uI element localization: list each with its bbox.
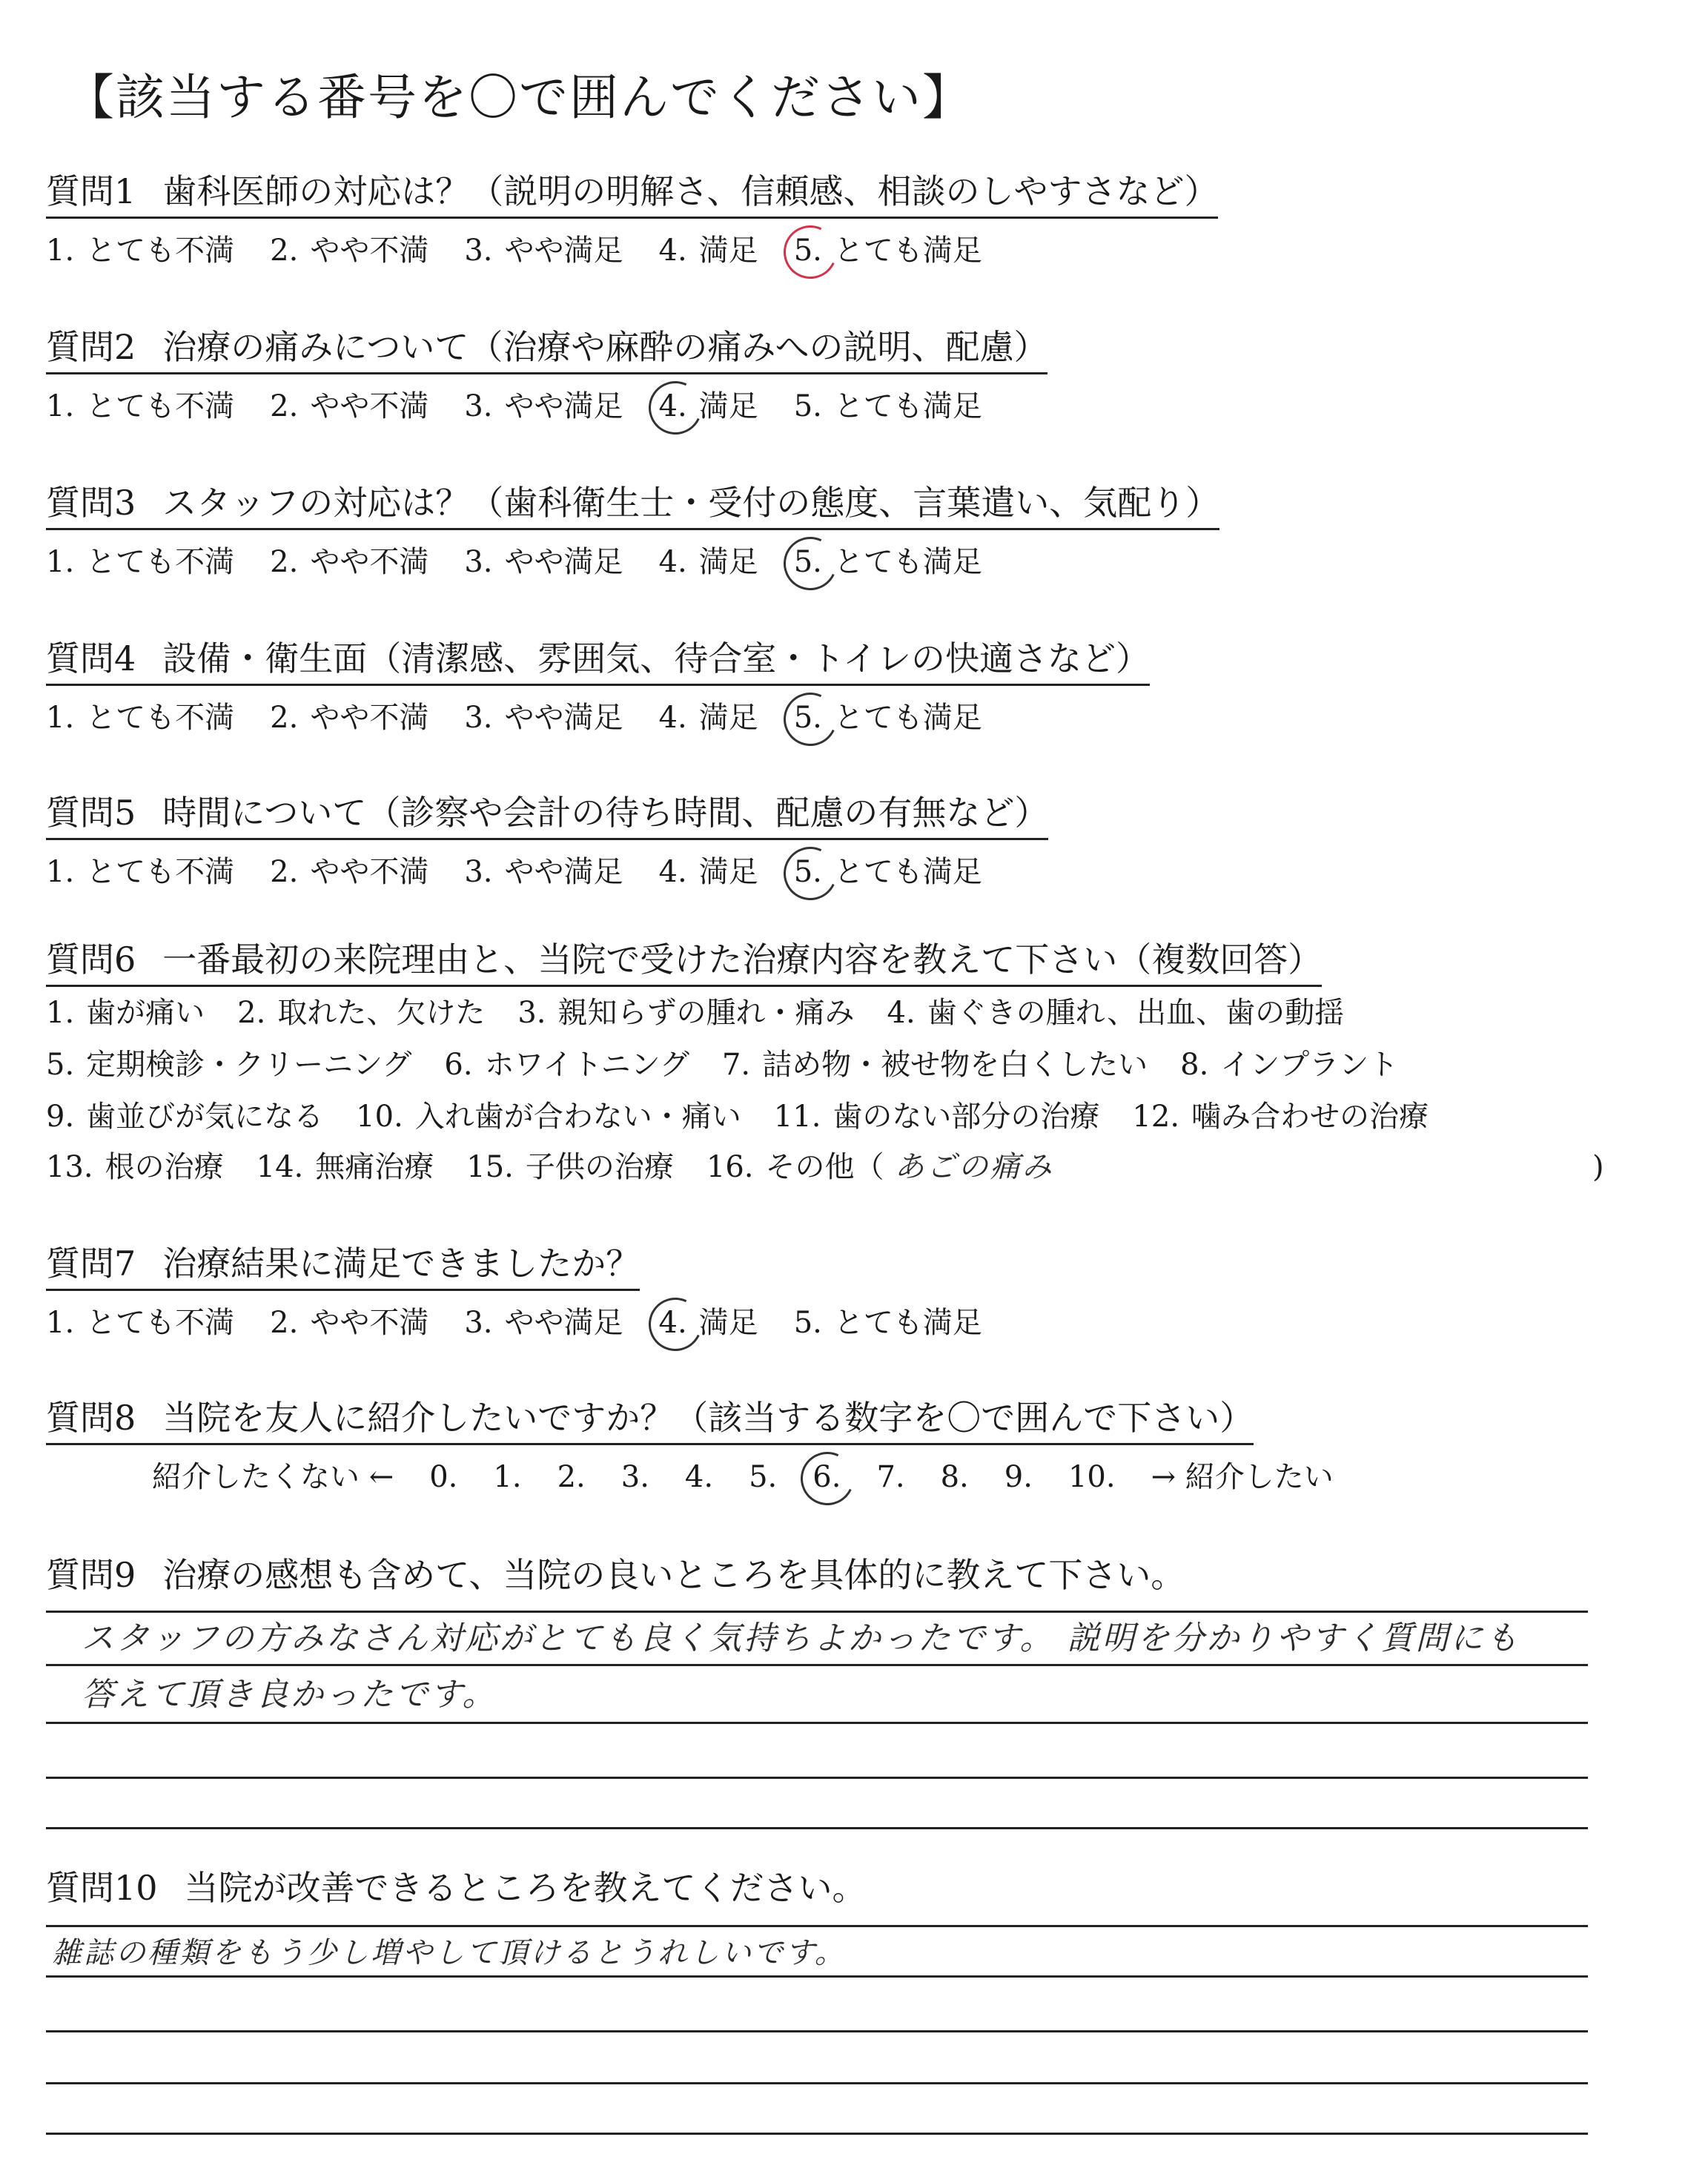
- option-3[interactable]: [464, 230, 623, 271]
- option-number: 10.: [356, 1100, 403, 1134]
- option-label: やや不満: [310, 389, 429, 423]
- question-number: 質問2: [46, 327, 136, 367]
- question-text: スタッフの対応は？（歯科衛生士・受付の態度、言葉遣い、気配り）: [162, 483, 1220, 523]
- option-label: 噛み合わせの治療: [1191, 1100, 1429, 1134]
- scale-value[interactable]: [429, 1456, 457, 1498]
- question-text: 治療の感想も含めて、当院の良いところを具体的に教えて下さい。: [162, 1555, 1185, 1595]
- option-label: とても不満: [86, 389, 235, 423]
- scale-number: 4.: [684, 1460, 714, 1494]
- option-number: 7.: [721, 1048, 751, 1082]
- option-number: 2.: [270, 855, 299, 889]
- treatment-option[interactable]: [517, 992, 854, 1034]
- option-label: 歯並びが気になる: [86, 1100, 324, 1134]
- handwritten-answer-line-1[interactable]: スタッフの方みなさん対応がとても良く気持ちよかったです。 説明を分かりやすく質問にも: [82, 1619, 1520, 1657]
- option-number: 1.: [46, 389, 75, 423]
- option-number: 2.: [270, 1306, 299, 1340]
- option-5[interactable]: [794, 851, 982, 893]
- option-label: やや不満: [310, 701, 429, 735]
- answer-line: [46, 2082, 1588, 2084]
- option-number: 12.: [1132, 1100, 1180, 1134]
- option-number: 4.: [658, 389, 687, 423]
- question-4-options: [46, 697, 1018, 739]
- option-4[interactable]: [659, 386, 758, 427]
- option-number: 3.: [464, 701, 493, 735]
- option-2[interactable]: [270, 1302, 428, 1344]
- option-label: とても不満: [86, 1306, 235, 1340]
- scale-value[interactable]: [493, 1456, 521, 1498]
- option-number: 5.: [793, 701, 822, 735]
- option-number: 14.: [256, 1150, 304, 1184]
- option-number: 5.: [793, 389, 822, 423]
- scale-number: 1.: [493, 1460, 522, 1494]
- page-title: 【該当する番号を〇で囲んでください】: [65, 69, 973, 126]
- question-7-options: [46, 1302, 1018, 1344]
- option-label: とても満足: [833, 855, 982, 889]
- option-label: とても満足: [833, 234, 982, 268]
- answer-line: [46, 1975, 1588, 1978]
- option-number: 1.: [46, 855, 75, 889]
- question-7-heading: [46, 1240, 640, 1291]
- option-number: 3.: [464, 545, 493, 579]
- question-text: 治療結果に満足できましたか？: [162, 1244, 640, 1284]
- option-1[interactable]: [46, 386, 234, 427]
- scale-number: 0.: [429, 1460, 458, 1494]
- scale-value[interactable]: [1068, 1456, 1116, 1498]
- option-2[interactable]: [270, 851, 428, 893]
- option-label: 子供の治療: [525, 1150, 674, 1184]
- option-number: 1.: [46, 234, 75, 268]
- option-3[interactable]: [464, 386, 623, 427]
- answer-line: [46, 1722, 1588, 1724]
- answer-line: [46, 1925, 1588, 1927]
- option-5[interactable]: [794, 386, 982, 427]
- option-label: とても満足: [833, 1306, 982, 1340]
- option-4[interactable]: [659, 851, 758, 893]
- option-number: 2.: [237, 996, 266, 1030]
- treatment-option[interactable]: [706, 1146, 884, 1188]
- treatment-option[interactable]: [46, 1096, 323, 1137]
- option-2[interactable]: [270, 230, 428, 271]
- option-number: 3.: [464, 855, 493, 889]
- option-1[interactable]: [46, 697, 234, 739]
- answer-line: [46, 1611, 1588, 1613]
- option-label: とても満足: [833, 545, 982, 579]
- treatment-option[interactable]: [1180, 1044, 1398, 1086]
- option-2[interactable]: [270, 386, 428, 427]
- option-number: 3.: [464, 1306, 493, 1340]
- option-number: 5.: [793, 545, 822, 579]
- question-3-options: [46, 541, 1018, 583]
- question-number: 質問7: [46, 1244, 136, 1284]
- option-number: 4.: [658, 545, 687, 579]
- treatment-options-row: [46, 1146, 1054, 1188]
- question-number: 質問5: [46, 793, 136, 833]
- option-2[interactable]: [270, 541, 428, 583]
- option-label: 歯が痛い: [86, 996, 205, 1030]
- selection-circle: [776, 218, 844, 286]
- option-label: 満足: [698, 1306, 758, 1340]
- option-label: とても満足: [833, 701, 982, 735]
- treatment-option[interactable]: [444, 1044, 689, 1086]
- option-label: やや満足: [504, 1306, 623, 1340]
- option-label: やや満足: [504, 855, 623, 889]
- option-5[interactable]: [794, 230, 982, 271]
- treatment-options-row: [46, 992, 1377, 1034]
- option-label: 詰め物・被せ物を白くしたい: [762, 1048, 1148, 1082]
- option-label: やや満足: [504, 389, 623, 423]
- option-label: インプラント: [1220, 1048, 1399, 1082]
- option-label: 満足: [698, 389, 758, 423]
- question-number: 質問3: [46, 483, 136, 523]
- scale-number: 9.: [1004, 1460, 1033, 1494]
- selection-circle: [640, 1290, 709, 1358]
- question-2-heading: [46, 323, 1047, 374]
- scale-value[interactable]: [941, 1456, 969, 1498]
- answer-line: [46, 1777, 1588, 1779]
- scale-number: 8.: [940, 1460, 969, 1494]
- question-text: 治療の痛みについて（治療や麻酔の痛みへの説明、配慮）: [162, 327, 1048, 367]
- option-label: とても不満: [86, 855, 235, 889]
- treatment-option[interactable]: [237, 992, 485, 1034]
- option-label: とても満足: [833, 389, 982, 423]
- question-text: 当院を友人に紹介したいですか？（該当する数字を〇で囲んで下さい）: [162, 1398, 1254, 1438]
- option-label: 満足: [698, 545, 758, 579]
- option-4[interactable]: [659, 230, 758, 271]
- treatment-option[interactable]: [887, 992, 1345, 1034]
- question-9-heading: [46, 1551, 1185, 1600]
- option-number: 3.: [464, 389, 493, 423]
- option-number: 4.: [658, 701, 687, 735]
- scale-value[interactable]: [557, 1456, 586, 1498]
- question-number: 質問4: [46, 638, 136, 678]
- answer-line: [46, 1664, 1588, 1666]
- option-number: 5.: [793, 234, 822, 268]
- option-label: やや不満: [310, 234, 429, 268]
- question-number: 質問1: [46, 171, 136, 211]
- question-text: 一番最初の来院理由と、当院で受けた治療内容を教えて下さい（複数回答）: [162, 939, 1323, 980]
- question-number: 質問6: [46, 939, 136, 980]
- option-number: 6.: [444, 1048, 473, 1082]
- question-number: 質問10: [46, 1868, 158, 1908]
- option-3[interactable]: [464, 1302, 623, 1344]
- option-number: 1.: [46, 701, 75, 735]
- option-number: 4.: [887, 996, 916, 1030]
- scale-left-label: 紹介したくない ←: [152, 1460, 394, 1494]
- question-number: 質問9: [46, 1555, 136, 1595]
- question-5-heading: [46, 789, 1048, 840]
- option-4[interactable]: [659, 1302, 758, 1344]
- option-label: 歯ぐきの腫れ、出血、歯の動揺: [927, 996, 1345, 1030]
- option-number: 4.: [658, 234, 687, 268]
- question-1-heading: [46, 168, 1218, 219]
- scale-value[interactable]: [1004, 1456, 1033, 1498]
- option-number: 2.: [270, 389, 299, 423]
- option-label: とても不満: [86, 545, 235, 579]
- handwritten-answer-line-2[interactable]: 答えて頂き良かったです。: [82, 1676, 497, 1714]
- selection-circle: [776, 839, 844, 908]
- option-1[interactable]: [46, 230, 234, 271]
- other-handwritten-text[interactable]: あごの痛み: [894, 1150, 1054, 1184]
- treatment-option[interactable]: [46, 1044, 411, 1086]
- option-label: やや満足: [504, 545, 623, 579]
- option-label: 親知らずの腫れ・痛み: [557, 996, 855, 1030]
- option-1[interactable]: [46, 851, 234, 893]
- option-label: やや不満: [310, 545, 429, 579]
- option-number: 8.: [1180, 1048, 1209, 1082]
- option-label: 根の治療: [105, 1150, 224, 1184]
- option-label: 定期検診・クリーニング: [86, 1048, 412, 1082]
- option-number: 13.: [46, 1150, 93, 1184]
- question-10-heading: [46, 1864, 867, 1913]
- scale-value[interactable]: [621, 1456, 649, 1498]
- option-3[interactable]: [464, 851, 623, 893]
- question-text: 当院が改善できるところを教えてください。: [184, 1868, 867, 1908]
- question-3-heading: [46, 479, 1219, 530]
- option-4[interactable]: [659, 697, 758, 739]
- option-number: 16.: [706, 1150, 754, 1184]
- treatment-option[interactable]: [46, 992, 205, 1034]
- option-5[interactable]: [794, 1302, 982, 1344]
- option-label: 無痛治療: [315, 1150, 434, 1184]
- scale-number: 6.: [812, 1460, 841, 1494]
- option-label: やや満足: [504, 701, 623, 735]
- option-5[interactable]: [794, 541, 982, 583]
- option-number: 5.: [46, 1048, 75, 1082]
- option-2[interactable]: [270, 697, 428, 739]
- treatment-option[interactable]: [256, 1146, 434, 1188]
- selection-circle: [776, 529, 844, 598]
- answer-line: [46, 2133, 1588, 2135]
- treatment-options-row: [46, 1044, 1431, 1086]
- question-4-heading: [46, 635, 1150, 686]
- option-label: 入れ歯が合わない・痛い: [414, 1100, 741, 1134]
- option-1[interactable]: [46, 1302, 234, 1344]
- option-label: とても不満: [86, 701, 235, 735]
- option-number: 1.: [46, 996, 75, 1030]
- option-label: 取れた、欠けた: [277, 996, 486, 1030]
- option-label: 満足: [698, 855, 758, 889]
- option-number: 9.: [46, 1100, 75, 1134]
- scale-number: 2.: [557, 1460, 586, 1494]
- referral-scale: [152, 1456, 1369, 1498]
- selection-circle: [776, 685, 844, 753]
- scale-right-label: → 紹介したい: [1151, 1460, 1334, 1494]
- option-number: 3.: [517, 996, 546, 1030]
- question-8-heading: [46, 1394, 1254, 1445]
- option-number: 2.: [270, 701, 299, 735]
- option-label: 歯のない部分の治療: [833, 1100, 1100, 1134]
- question-text: 歯科医師の対応は？（説明の明解さ、信頼感、相談のしやすさなど）: [162, 171, 1219, 211]
- treatment-option[interactable]: [356, 1096, 741, 1137]
- option-4[interactable]: [659, 541, 758, 583]
- option-5[interactable]: [794, 697, 982, 739]
- option-label: やや満足: [504, 234, 623, 268]
- question-1-options: [46, 230, 1018, 271]
- other-close-paren: ): [1592, 1150, 1604, 1184]
- option-number: 5.: [793, 855, 822, 889]
- scale-number: 7.: [876, 1460, 905, 1494]
- question-6-heading: [46, 936, 1322, 987]
- option-label: ホワイトニング: [484, 1048, 689, 1082]
- option-label: その他（: [765, 1150, 884, 1184]
- question-text: 設備・衛生面（清潔感、雰囲気、待合室・トイレの快適さなど）: [162, 638, 1150, 678]
- scale-number: 5.: [749, 1460, 778, 1494]
- handwritten-answer-line-1[interactable]: 雑誌の種類をもう少し増やして頂けるとうれしいです。: [52, 1936, 847, 1970]
- question-5-options: [46, 851, 1018, 893]
- option-label: とても不満: [86, 234, 235, 268]
- scale-value[interactable]: [876, 1456, 904, 1498]
- scale-value[interactable]: [685, 1456, 713, 1498]
- selection-circle: [793, 1444, 861, 1513]
- question-number: 質問8: [46, 1398, 136, 1438]
- treatment-options-row: [46, 1096, 1461, 1137]
- selection-circle: [640, 374, 709, 442]
- answer-line: [46, 2030, 1588, 2032]
- scale-value[interactable]: [812, 1456, 841, 1498]
- question-text: 時間について（診察や会計の待ち時間、配慮の有無など）: [162, 793, 1049, 833]
- option-label: やや不満: [310, 1306, 429, 1340]
- option-number: 4.: [658, 1306, 687, 1340]
- answer-line: [46, 1827, 1588, 1829]
- option-number: 4.: [658, 855, 687, 889]
- option-number: 5.: [793, 1306, 822, 1340]
- option-number: 2.: [270, 545, 299, 579]
- option-label: 満足: [698, 234, 758, 268]
- treatment-option[interactable]: [46, 1146, 224, 1188]
- scale-value[interactable]: [749, 1456, 777, 1498]
- treatment-option[interactable]: [722, 1044, 1148, 1086]
- question-2-options: [46, 386, 1018, 427]
- option-number: 3.: [464, 234, 493, 268]
- scale-number: 3.: [620, 1460, 649, 1494]
- scale-number: 10.: [1068, 1460, 1116, 1494]
- option-number: 2.: [270, 234, 299, 268]
- option-3[interactable]: [464, 541, 623, 583]
- option-number: 15.: [466, 1150, 514, 1184]
- option-label: 満足: [698, 701, 758, 735]
- option-label: やや不満: [310, 855, 429, 889]
- treatment-option[interactable]: [774, 1096, 1100, 1137]
- option-number: 11.: [773, 1100, 821, 1134]
- option-number: 1.: [46, 545, 75, 579]
- treatment-option[interactable]: [1132, 1096, 1429, 1137]
- option-number: 1.: [46, 1306, 75, 1340]
- option-3[interactable]: [464, 697, 623, 739]
- treatment-option[interactable]: [466, 1146, 674, 1188]
- option-1[interactable]: [46, 541, 234, 583]
